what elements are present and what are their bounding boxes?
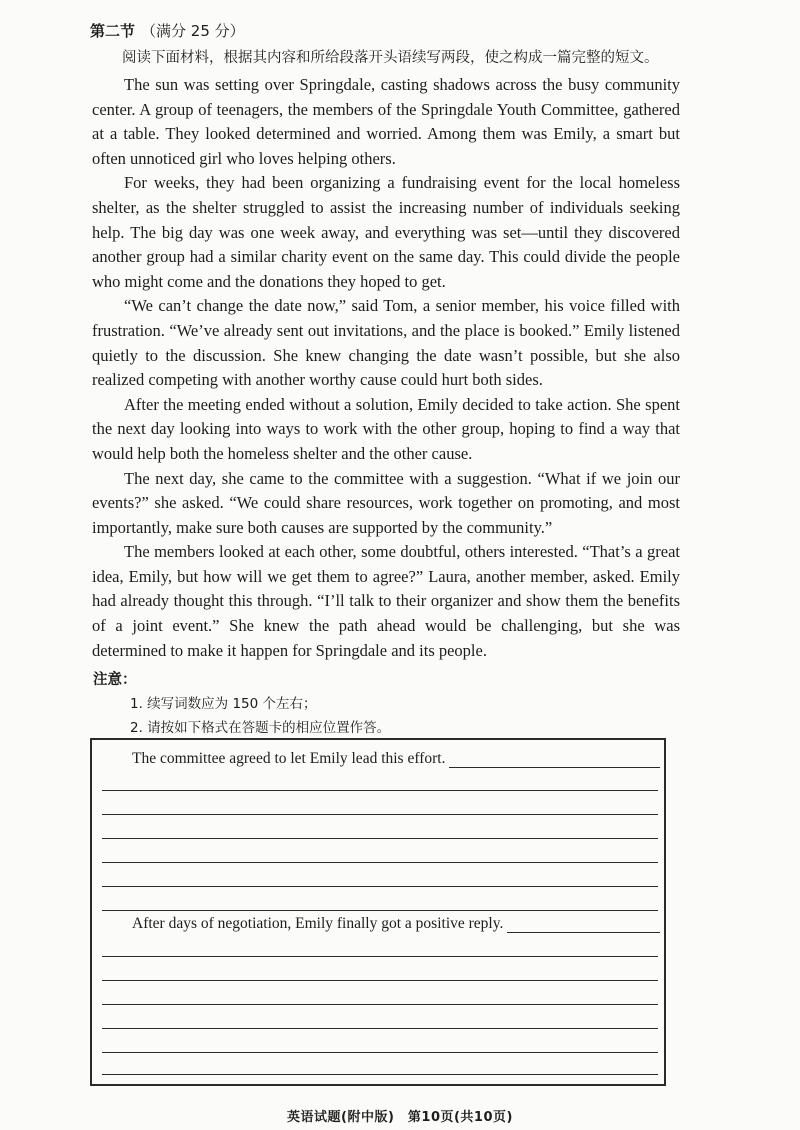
passage-paragraph: “We can’t change the date now,” said Tom, a senior member, his voice filled with frustration. “We’ve already sent out invitations, and the place is booked.” Emily listened quietly to the discussion. She knew changing the date wasn’t possible, but she also realized competing with another worthy cause could hurt both sides. [92, 296, 680, 390]
section-title: 第二节 [90, 22, 136, 40]
writing-blank[interactable] [507, 918, 660, 933]
passage-paragraph: After the meeting ended without a solution, Emily decided to take action. She spent the next day looking into ways to work with the other group, hoping to find a way that would help both the homeless shelter and the other cause. [92, 394, 680, 463]
writing-line[interactable] [102, 1052, 658, 1053]
reading-passage [92, 73, 680, 663]
starter-text: The committee agreed to let Emily lead this effort. [132, 750, 446, 767]
task-instruction: 阅读下面材料，根据其内容和所给段落开头语续写两段，使之构成一篇完整的短文。 [122, 50, 659, 66]
writing-line[interactable] [102, 862, 658, 863]
answer-box [90, 738, 666, 1086]
section-heading [90, 20, 245, 41]
writing-line[interactable] [102, 980, 658, 981]
passage-paragraph: The sun was setting over Springdale, casting shadows across the busy community center. A group of teenagers, the members of the Springdale Youth Committee, gathered at a table. They looked determined and worried. Among them was Emily, a smart but often unnoticed girl who loves helping others. [92, 75, 680, 168]
writing-blank[interactable] [449, 753, 660, 768]
writing-line[interactable] [102, 1028, 658, 1029]
paragraph-starter-1 [132, 750, 660, 768]
note-item: 1. 续写词数应为 150 个左右； [130, 696, 317, 712]
page-footer: 英语试题(附中版) 第10页(共10页) [287, 1110, 513, 1125]
notes-label: 注意： [93, 672, 137, 688]
writing-line[interactable] [102, 790, 658, 791]
starter-text: After days of negotiation, Emily finally got a positive reply. [132, 915, 504, 932]
writing-line[interactable] [102, 1074, 658, 1075]
paragraph-starter-2 [132, 915, 660, 933]
writing-line[interactable] [102, 814, 658, 815]
writing-line[interactable] [102, 910, 658, 911]
note-item: 2. 请按如下格式在答题卡的相应位置作答。 [130, 720, 391, 736]
passage-paragraph: The members looked at each other, some doubtful, others interested. “That’s a great idea, Emily, but how will we get them to agree?” Laura, another member, asked. Emily had already thought this through. “I’ll talk to their organizer and show them the benefits of a joint event.” She knew the path ahead would be challenging, but she was determined to make it happen for Springdale and its people. [92, 542, 680, 660]
writing-line[interactable] [102, 886, 658, 887]
passage-paragraph: For weeks, they had been organizing a fundraising event for the local homeless shelter, as the shelter struggled to assist the increasing number of individuals seeking help. The big day was one week away, and everything was set—until they discovered another group had a similar charity event on the same day. This could divide the people who might come and the donations they hoped to get. [92, 173, 680, 291]
writing-line[interactable] [102, 956, 658, 957]
section-score: （满分 25 分） [141, 22, 245, 40]
writing-line[interactable] [102, 1004, 658, 1005]
passage-paragraph: The next day, she came to the committee with a suggestion. “What if we join our events?” she asked. “We could share resources, work together on promoting, and most importantly, make sure both causes are supported by the community.” [92, 468, 680, 537]
writing-line[interactable] [102, 838, 658, 839]
